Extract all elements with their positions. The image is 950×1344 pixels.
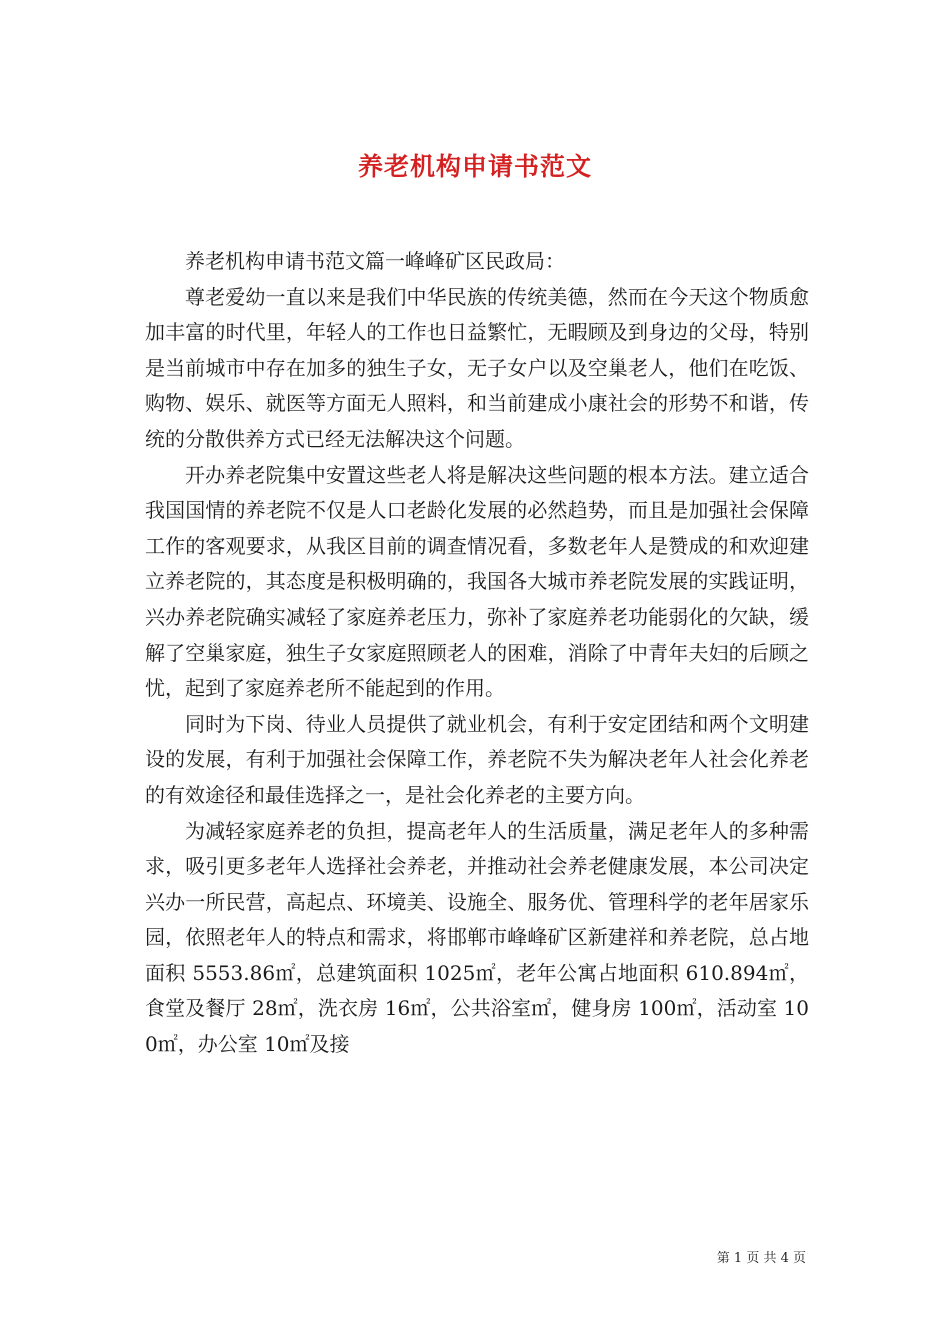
paragraph: 尊老爱幼一直以来是我们中华民族的传统美德，然而在今天这个物质愈加丰富的时代里，年轻人的工作也日益繁忙，无暇顾及到身边的父母，特别是当前城市中存在加多的独生子女，无子女户以及空巢老人，他们在吃饭、购物、娱乐、就医等方面无人照料，和当前建成小康社会的形势不和谐，传统的分散供养方式已经无法解决这个问题。 — [145, 284, 809, 451]
paragraph-salutation: 养老机构申请书范文篇一峰峰矿区民政局： — [185, 249, 565, 273]
page-number-footer: 第 1 页 共 4 页 — [716, 1251, 806, 1266]
paragraph: 开办养老院集中安置这些老人将是解决这些问题的根本方法。建立适合我国国情的养老院不仅是人口老龄化发展的必然趋势，而且是加强社会保障工作的客观要求，从我区目前的调查情况看，多数老年人是赞成的和欢迎建立养老院的，其态度是积极明确的，我国各大城市养老院发展的实践证明，兴办养老院确实减轻了家庭养老压力，弥补了家庭养老功能弱化的欠缺，缓解了空巢家庭，独生子女家庭照顾老人的困难，消除了中青年夫妇的后顾之忧，起到了家庭养老所不能起到的作用。 — [145, 462, 809, 701]
document-body — [145, 244, 809, 1063]
paragraph: 同时为下岗、待业人员提供了就业机会，有利于安定团结和两个文明建设的发展，有利于加强社会保障工作，养老院不失为解决老年人社会化养老的有效途径和最佳选择之一，是社会化养老的主要方向。 — [145, 711, 809, 807]
paragraph: 为减轻家庭养老的负担，提高老年人的生活质量，满足老年人的多种需求，吸引更多老年人选择社会养老，并推动社会养老健康发展，本公司决定兴办一所民营，高起点、环境美、设施全、服务优、管理科学的老年居家乐园，依照老年人的特点和需求，将邯郸市峰峰矿区新建祥和养老院，总占地面积 5553.86㎡，总建筑面积 1025㎡，老年公寓占地面积 610.894㎡，食堂及餐厅 28㎡，洗衣房 16㎡，公共浴室㎡，健身房 100㎡，活动室 100㎡，办公室 10㎡及接 — [145, 818, 809, 1057]
document-title: 养老机构申请书范文 — [357, 151, 592, 181]
